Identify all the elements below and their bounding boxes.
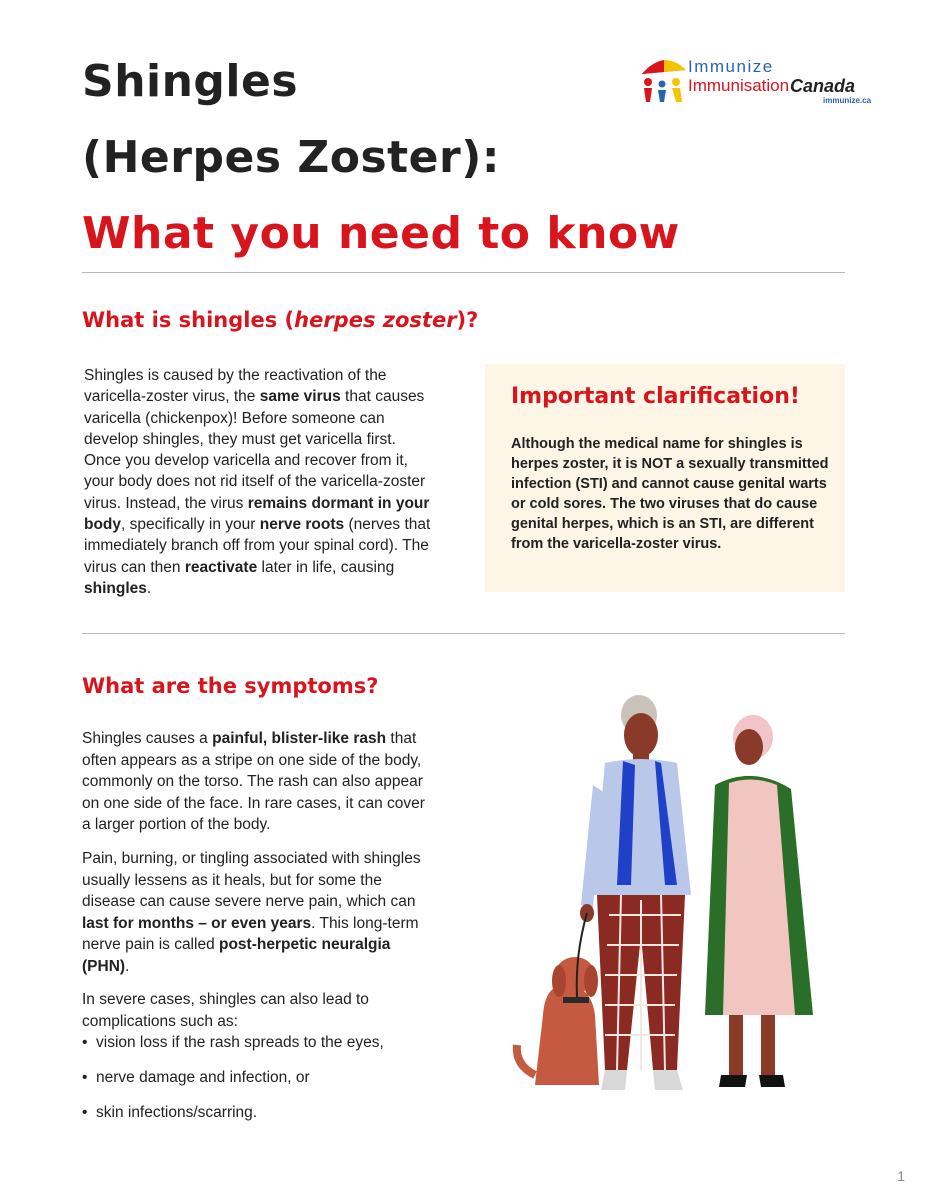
logo-word-immunize: Immunize [688, 57, 774, 76]
symptoms-paragraph-3: In severe cases, shingles can also lead to complications such as: [82, 991, 369, 1030]
logo-url: immunize.ca [823, 96, 872, 105]
section-heading-symptoms: What are the symptoms? [82, 674, 379, 698]
elderly-couple-with-dog-illustration [505, 685, 835, 1115]
list-item: • vision loss if the rash spreads to the eyes, [82, 1034, 384, 1051]
dog-figure [517, 913, 599, 1085]
man-figure [580, 695, 691, 1090]
logo-word-immunisation: Immunisation [688, 76, 790, 95]
title-line-3: What you need to know [82, 208, 680, 259]
list-item: • skin infections/scarring. [82, 1104, 258, 1121]
symptoms-paragraph-1: Shingles causes a painful, blister-like rash that often appears as a stripe on one side of the body, commonly on the torso. The rash can also appear on one side of the face. In rare cases, it can cover a larger portion of the body. [82, 730, 425, 833]
callout-heading: Important clarification! [511, 384, 800, 409]
section-1-body: Shingles is caused by the reactivation of the varicella-zoster virus, the same virus that causes varicella (chickenpox)! Before someone can develop shingles, they must get varicella first. Once you develop varicella and recover from it, your body does not rid itself of the varicella-zoster virus. Instead, the virus remains dormant in your body, specifically in your nerve roots (nerves that immediately branch off from your spinal cord). The virus can then reactivate later in life, causing shingles. [84, 367, 431, 597]
woman-figure [705, 715, 813, 1087]
title-line-1: Shingles [82, 56, 299, 107]
logo-wordmark [688, 57, 872, 105]
list-item: • nerve damage and infection, or [82, 1069, 310, 1086]
immunize-canada-logo [636, 52, 872, 112]
title-line-2: (Herpes Zoster): [82, 132, 500, 183]
page-number: 1 [897, 1168, 905, 1184]
callout-text: Although the medical name for shingles is herpes zoster, it is NOT a sexually transmitted infection (STI) and cannot cause genital warts or cold sores. The two viruses that do cause genital herpes, which is an STI, are different from the varicella-zoster virus. [511, 436, 829, 552]
important-clarification-box [485, 364, 845, 592]
divider-top [82, 272, 845, 273]
logo-word-canada: Canada [790, 76, 856, 96]
page-title [82, 44, 680, 272]
symptoms-paragraph-2: Pain, burning, or tingling associated with shingles usually lessens as it heals, but for some the disease can cause severe nerve pain, which can last for months – or even years. This long-term nerve pain is called post-herpetic neuralgia (PHN). [82, 850, 421, 975]
complications-list [82, 1034, 384, 1139]
section-heading-what-is: What is shingles (herpes zoster)? [82, 308, 479, 332]
divider-middle [82, 633, 845, 634]
umbrella-family-icon [636, 52, 692, 108]
